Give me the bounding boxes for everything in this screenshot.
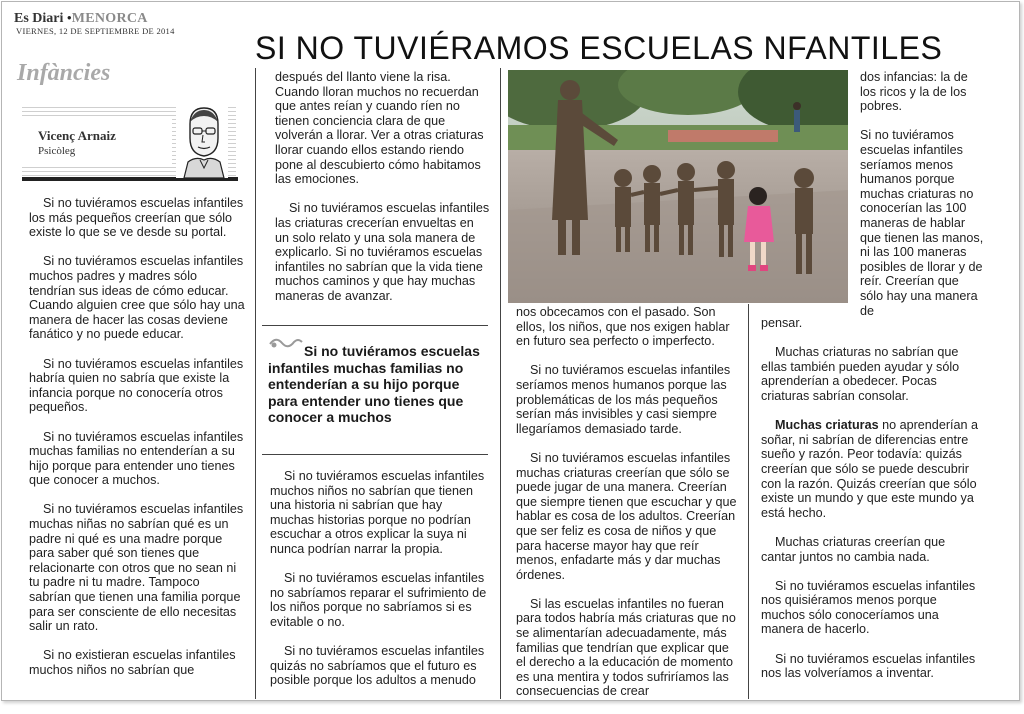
paragraph: Si no tuviéramos escuelas infantiles seríamos menos humanos porque muchas criaturas no conocerían las 100 maneras de hablar que tienen las manos, ni las 100 maneras posibles de llorar y de reír. Creerían que sólo hay una manera de [860, 128, 984, 318]
newspaper-name: Es Diari [14, 11, 64, 26]
paragraph: Si no tuviéramos escuelas infantiles muchos niños no sabrían que tienen una historia ni sabrían que hay muchas historias porque no podrían escuchar a otros explicar la suya ni nunca podrían narrar la propia. [270, 469, 485, 556]
dateline: VIERNES, 12 DE SEPTIEMBRE DE 2014 [16, 26, 175, 36]
paragraph: dos infancias: la de los ricos y la de los pobres. [860, 70, 968, 114]
column-1 [29, 196, 245, 692]
paragraph: Si las escuelas infantiles no fueran para todos habría más criaturas que no se alimentarían adecuadamente, más familias que tendrían que explicar que el derecho a la educación de momento es una mentira y todos sufriríamos las consecuencias de crear [516, 596, 736, 699]
paragraph: Si no tuviéramos escuelas infantiles los más pequeños creerían que sólo existe lo que se ve desde su portal. [29, 196, 244, 240]
paragraph: Si no tuviéramos escuelas infantiles muchas niñas no sabrían qué es un padre ni qué es una madre porque para saber qué son tienes que relacionarte con otros que no sean ni tu padre ni tu madre. Tampoco sabrían que tienen una familia porque para ser consciente de ello necesitas salir un rato. [29, 502, 244, 634]
pullquote-bottom-rule [262, 454, 488, 455]
paragraph: Si no tuviéramos escuelas infantiles muchos padres y madres sólo tendrían sus ideas de cómo educar. Cuando alguien cree que sólo hay una manera de hacer las cosas deviene fanático y no puede educar. [29, 254, 245, 342]
author-name: Vicenç Arnaiz [38, 128, 116, 143]
paragraph [761, 418, 983, 520]
paragraph: Si no tuviéramos escuelas infantiles muchas familias no entenderían a su hijo porque para entender uno tienes que conocer a muchos. [29, 429, 244, 488]
bullet-icon: ● [66, 13, 72, 22]
column-3 [516, 305, 738, 714]
pullquote [268, 343, 486, 426]
paragraph: Si no tuviéramos escuelas infantiles seríamos menos humanos porque las problemáticas de los más pequeños serían más invisibles y casi siempre llegaríamos demasiado tarde. [516, 363, 731, 436]
column-rule-1 [255, 68, 256, 699]
paragraph: Si no existieran escuelas infantiles muchos niños no sabrían que [29, 648, 236, 677]
paragraph: Si no tuviéramos escuelas infantiles muchas criaturas creerían que sólo se puede jugar de una manera. Creerían que siempre tienen que escuchar y que hablar es cosa de los adultos. Creerían que ser feliz es cosa de niños y que para hacerse mayor hay que reír menos, enfadarte más y dar muchas órdenes. [516, 450, 737, 582]
pullquote-text: Si no tuviéramos escuelas infantiles muchas familias no entenderían a su hijo porque para entender uno tienes que conocer a muchos [268, 343, 480, 425]
paragraph: Si no tuviéramos escuelas infantiles nos quisiéramos menos porque muchos sólo conoceríamos una manera de hacerlo. [761, 578, 976, 637]
column-rule-3 [748, 304, 749, 699]
paragraph-text: no aprenderían a soñar, ni sabrían de diferencias entre sueño y razón. Peor todavía: quizás creerían que sólo se puede descubrir con la razón. Quizás creerían que sólo existe un mundo y que este mundo ya está hecho. [761, 418, 979, 520]
paragraph: Si no tuviéramos escuelas infantiles las criaturas crecerían envueltas en un solo relato y una sola manera de explicarlo. Si no tuviéramos escuelas infantiles no sabrían que la vida tiene muchos caminos y que hay muchas maneras de avanzar. [275, 201, 490, 303]
paragraph: Si no tuviéramos escuelas infantiles no sabríamos reparar el sufrimiento de los niños porque no sabríamos si es evitable o no. [270, 571, 487, 629]
paragraph: después del llanto viene la risa. Cuando lloran muchos no recuerdan que antes reían y cuando ríen no tienen conciencia clara de que volverán a llorar. Ver a otras criaturas llorar cuando ellos estando riendo pone al descubierto cómo habitamos las emociones. [275, 70, 484, 187]
paragraph: nos obcecamos con el pasado. Son ellos, los niños, que nos exigen hablar en futuro sea perfecto o imperfecto. [516, 305, 730, 349]
author-role: Psicòleg [38, 145, 76, 157]
column-4-bottom [761, 316, 983, 695]
pullquote-top-rule [262, 325, 488, 326]
masthead [14, 11, 148, 27]
paragraph: Si no tuviéramos escuelas infantiles habría quien no sabría que existe la infancia porque no conocería otros pequeños. [29, 356, 244, 415]
paragraph: pensar. [761, 316, 803, 330]
paragraph: Si no tuviéramos escuelas infantiles nos las volveríamos a inventar. [761, 651, 976, 681]
article-photo-children-statues [508, 70, 848, 303]
section-title: Infàncies [17, 60, 111, 86]
column-4-top [860, 70, 984, 333]
author-portrait-drawing [176, 102, 228, 178]
column-2-top [275, 70, 490, 318]
paragraph: Si no tuviéramos escuelas infantiles quizás no sabríamos que el futuro es posible porque los adultos a menudo [270, 644, 485, 688]
article-headline: SI NO TUVIÉRAMOS ESCUELAS NFANTILES [255, 30, 943, 66]
bold-lead: Muchas criaturas [775, 418, 879, 433]
newspaper-city: MENORCA [71, 11, 148, 26]
column-2-bottom [270, 469, 488, 703]
paragraph: Muchas criaturas creerían que cantar juntos no cambia nada. [761, 534, 946, 564]
column-rule-2 [500, 68, 501, 699]
paragraph: Muchas criaturas no sabrían que ellas también pueden ayudar y sólo aprenderían a obedecer. Pocas criaturas sabrían consolar. [761, 345, 960, 403]
